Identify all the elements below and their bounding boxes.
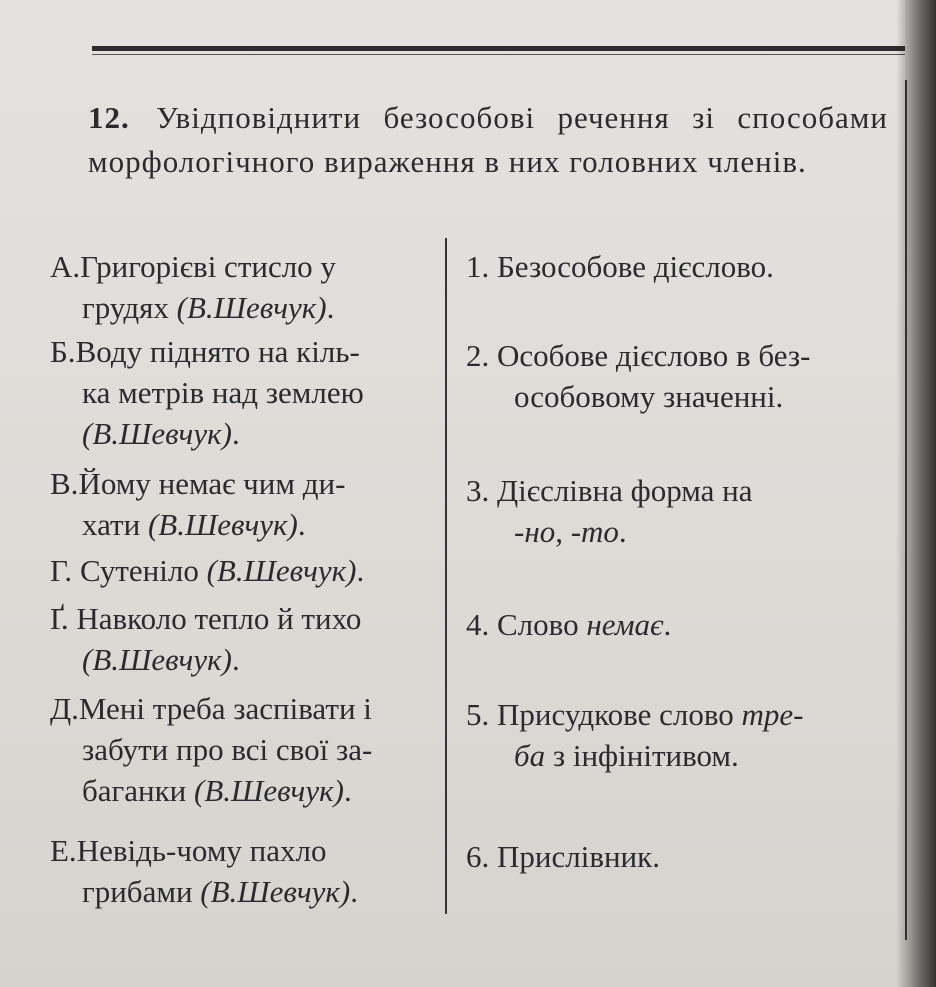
- item-author: (В.Шевчук): [206, 553, 357, 588]
- item-letter: А.: [50, 249, 81, 284]
- item-text-italic: тре-: [741, 697, 804, 732]
- item-text: Григорієві стисло у: [80, 249, 336, 284]
- item-author: (В.Шевчук): [200, 874, 351, 909]
- task-text: Увідповіднити безособові речення зі способами морфологічного вираження в них головних членів.: [88, 100, 889, 179]
- column-divider: [445, 238, 447, 914]
- right-item-5: [466, 694, 892, 776]
- item-letter: Б.: [50, 334, 76, 369]
- item-letter: Г.: [50, 553, 73, 588]
- item-text-cont: з інфінітивом.: [552, 738, 739, 773]
- item-text: Слово: [497, 607, 579, 642]
- item-author: (В.Шевчук): [82, 642, 232, 677]
- left-item-a: [50, 246, 443, 328]
- right-item-4: [466, 604, 892, 645]
- item-number: 3.: [466, 473, 490, 508]
- item-text: Навколо тепло й тихо: [76, 601, 362, 636]
- item-text-cont: грибами: [82, 874, 193, 909]
- item-text-cont: грудях: [82, 290, 169, 325]
- item-text-italic: -но, -то: [514, 514, 619, 549]
- item-end: .: [231, 416, 240, 451]
- item-text: Невідь-чому пахло: [76, 833, 327, 868]
- right-item-6: [466, 836, 892, 877]
- item-letter: Е.: [50, 833, 77, 868]
- item-text: Прислівник.: [497, 839, 660, 874]
- item-text-cont: ка метрів над землею: [82, 375, 364, 410]
- item-letter: Д.: [50, 691, 79, 726]
- item-text: Безособове дієслово.: [497, 249, 774, 284]
- item-end: .: [618, 514, 627, 549]
- item-author: (В.Шевчук): [147, 507, 298, 542]
- right-item-3: [466, 470, 892, 552]
- binding-shadow: [896, 0, 936, 987]
- top-rule: [92, 46, 905, 51]
- item-number: 4.: [466, 607, 490, 642]
- item-text-cont: хати: [82, 507, 141, 542]
- item-letter: Ґ.: [50, 601, 69, 636]
- item-text-italic-cont: ба: [514, 738, 546, 773]
- item-text-cont: особовому значенні.: [514, 379, 784, 414]
- item-text: Присудкове слово: [497, 697, 734, 732]
- item-author: (В.Шевчук): [82, 416, 232, 451]
- item-text-cont: забути про всі свої за-: [82, 732, 373, 767]
- item-number: 6.: [466, 839, 490, 874]
- item-author: (В.Шевчук): [194, 773, 344, 808]
- item-end: .: [297, 507, 306, 542]
- item-number: 2.: [466, 338, 490, 373]
- item-text: Дієслівна форма на: [497, 473, 753, 508]
- left-item-h: [50, 550, 443, 591]
- item-end: .: [326, 290, 335, 325]
- left-item-b: [50, 331, 443, 454]
- item-end: .: [663, 607, 672, 642]
- item-text: Сутеніло: [79, 553, 199, 588]
- item-letter: В.: [50, 466, 79, 501]
- left-item-g: [50, 598, 443, 680]
- item-number: 1.: [466, 249, 490, 284]
- item-number: 5.: [466, 697, 490, 732]
- task-heading: [88, 96, 888, 184]
- item-text-cont2: баганки: [82, 773, 187, 808]
- left-item-d: [50, 688, 443, 811]
- task-number: 12.: [88, 100, 130, 135]
- right-item-1: [466, 246, 892, 287]
- left-item-v: [50, 463, 443, 545]
- item-text: Особове дієслово в без-: [497, 338, 811, 373]
- item-end: .: [231, 642, 240, 677]
- left-item-e: [50, 830, 443, 912]
- item-end: .: [343, 773, 352, 808]
- item-end: .: [356, 553, 365, 588]
- item-text: Йому немає чим ди-: [78, 466, 346, 501]
- item-text: Мені треба заспівати і: [78, 691, 372, 726]
- top-rule-thin: [92, 54, 905, 55]
- item-author: (В.Шевчук): [176, 290, 327, 325]
- item-text-italic: немає: [586, 607, 664, 642]
- item-text: Воду піднято на кіль-: [75, 334, 360, 369]
- item-end: .: [350, 874, 358, 909]
- right-item-2: [466, 335, 892, 417]
